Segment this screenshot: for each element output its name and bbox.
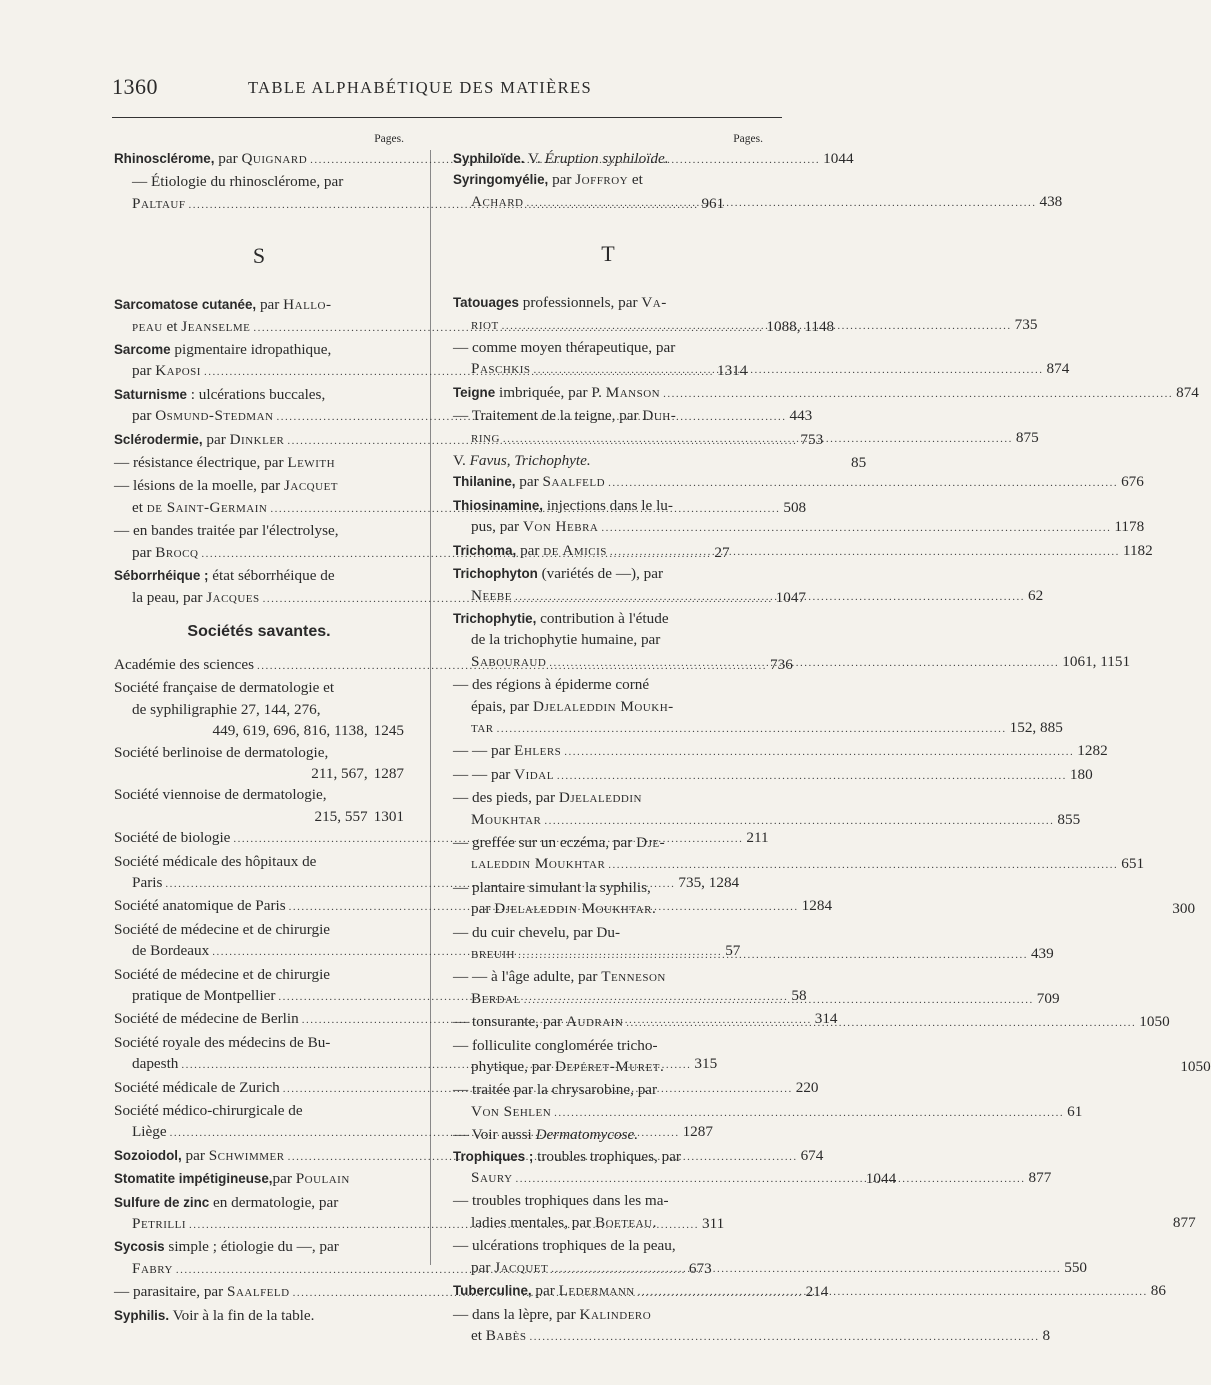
page-ref: 438 xyxy=(1039,192,1063,210)
page-ref: 1050 xyxy=(1139,1013,1170,1031)
society-line: dapesth ..... 315 xyxy=(114,1053,404,1076)
page-ref: 1088, 1148 xyxy=(766,317,835,335)
pages-label: Pages. xyxy=(374,133,404,145)
entry-heading: Tuberculine, xyxy=(453,1283,532,1299)
society-line: Paris ..... 735, 1284 xyxy=(114,872,404,895)
page-ref: 674 xyxy=(800,1146,824,1164)
entry-heading: Sclérodermie, xyxy=(114,431,203,447)
page-ref: 1282 xyxy=(1077,742,1108,760)
index-entry: Sulfure de zinc en dermatologie, par Petrilli ..... 311 xyxy=(114,1192,404,1237)
page-ref: 220 xyxy=(795,1078,819,1096)
section-letter: S xyxy=(252,243,266,269)
entry-heading: Stomatite impétigineuse, xyxy=(114,1171,273,1187)
page-ref: 1284 xyxy=(801,897,833,915)
page-ref: 1050 xyxy=(1180,1058,1211,1076)
entry-heading: Trichoma, xyxy=(453,542,517,558)
society-line: Liège ..... 1287 xyxy=(114,1121,404,1144)
society-line: Société royale des médecins de Bu- xyxy=(114,1033,331,1051)
entry-heading: Syphiloïde. xyxy=(453,151,525,166)
page-ref: 315 xyxy=(694,1055,718,1073)
page-ref: 1287 xyxy=(682,1123,713,1141)
page-ref: 311 xyxy=(702,1215,725,1233)
entry-heading: Séborrhéique ; xyxy=(114,568,209,584)
index-entry: Trichophytie, contribution à l'étude de la trichophytie humaine, par Sabouraud ..... 1061, 1151 — des régions à épiderme corné épais, par Djelaleddin Moukh- tar ..... 152, 885 — — par Ehlers ..... 1282 — — par Vidal ..... 180 — des pieds, par Djelaleddin Moukhtar ..... 855 — greffée sur un eczéma, par Dje- laleddin Moukhtar ..... 651 — plantaire simulant la syphilis, par Djelaleddin Moukhtar. 300 — du cuir chevelu, par Du- breuih ..... 439 — — à l'âge adulte, par Tenneson Berdal ..... 709 — tonsurante, par Audrain ..... 1050 — folliculite conglomérée tricho- phytique, par Depéret-Muret. 1050 — traitée par la chrysarobine, par Von Sehlen ..... 61 — Voir aussi Dermatomycose. xyxy=(453,608,763,1146)
society-line: de Bordeaux ..... 57 xyxy=(114,940,404,963)
page-ref: 1178 xyxy=(1114,518,1145,536)
page-header xyxy=(112,72,782,104)
page-ref: 651 xyxy=(1121,855,1145,873)
society-line: de syphiligraphie 27, 144, 276, xyxy=(132,700,321,718)
entry-heading: Teigne xyxy=(453,384,496,400)
society-line: Société médicale des hôpitaux de xyxy=(114,852,317,870)
page-ref: 211 xyxy=(746,829,769,847)
index-entry: Séborrhéique ; état séborrhéique de la peau, par Jacques ..... 1047 xyxy=(114,565,404,610)
page-ref: 85 xyxy=(851,454,867,472)
page-ref: 550 xyxy=(1064,1258,1088,1276)
index-entry: Syringomyélie, par Joffroy et Achard ..... 438 xyxy=(453,169,763,214)
page-ref: 1314 xyxy=(716,362,748,380)
index-entry: Trichophyton (variétés de —), par Neebe ..... 62 xyxy=(453,563,763,608)
page-ref: 961 xyxy=(701,194,725,212)
page-ref: 300 xyxy=(1172,900,1196,918)
entry-heading: Syringomyélie, xyxy=(453,172,549,188)
page-ref: 753 xyxy=(800,430,824,448)
index-entry: Saturnisme : ulcérations buccales, par Osmund-Stedman ..... 443 xyxy=(114,384,404,429)
index-entry: Trophiques ; troubles trophiques, par Saury ..... 877 — troubles trophiques dans les ma- ladies mentales, par Boeteau. 877 — ulcérations trophiques de la peau, par Jacquet ..... 550 xyxy=(453,1146,763,1280)
entry-heading: Tatouages xyxy=(453,295,519,311)
page-ref: 62 xyxy=(1027,586,1044,604)
page-ref: 875 xyxy=(1015,428,1039,446)
entry-heading: Trichophyton xyxy=(453,566,538,582)
index-entry: Syphilis. Voir à la fin de la table. xyxy=(114,1306,315,1324)
entry-heading: Sarcome xyxy=(114,342,171,358)
index-entry: Teigne imbriquée, par P. Manson ..... 874 — Traitement de la teigne, par Duh- ring ..... 875 V. Favus, Trichophyte. xyxy=(453,382,763,472)
index-entry: Sozoiodol, par Schwimmer ..... 674 xyxy=(114,1145,404,1168)
page-number: 1360 xyxy=(112,74,158,99)
index-entry: Tuberculine, par Ledermann ..... 86 — dans la lèpre, par Kalindero et Babès ..... 8 xyxy=(453,1280,763,1348)
entry-heading: Saturnisme xyxy=(114,386,187,402)
society-line: Société berlinoise de dermatologie, xyxy=(114,743,329,761)
society-line: Société anatomique de Paris ..... 1284 xyxy=(114,895,404,918)
society-line: Société médico-chirurgicale de xyxy=(114,1102,303,1120)
page-ref: 874 xyxy=(1046,360,1070,378)
entry-heading: Thiosinamine, xyxy=(453,497,544,513)
page-ref: 86 xyxy=(1150,1282,1166,1300)
page-ref: 676 xyxy=(1121,473,1144,491)
page-ref: 443 xyxy=(789,407,813,425)
society-line: 211, 567, 1287 xyxy=(114,763,404,784)
society-line: Société de médecine et de chirurgie xyxy=(114,965,331,983)
index-entry: Thilanine, par Saalfeld ..... 676 xyxy=(453,471,763,494)
section-letter: T xyxy=(601,241,615,267)
page-ref: 1245 xyxy=(373,722,404,740)
page-ref: 61 xyxy=(1067,1102,1083,1120)
index-entry: Sarcomatose cutanée, par Hallo- peau et Jeanselme ..... 1088, 1148 xyxy=(114,294,404,339)
society-line: Société française de dermatologie et xyxy=(114,679,335,697)
entry-heading: Sulfure de zinc xyxy=(114,1194,210,1210)
page-ref: 439 xyxy=(1030,945,1054,962)
page-ref: 877 xyxy=(1028,1169,1052,1187)
header-rule xyxy=(112,117,782,118)
page-ref: 735, 1284 xyxy=(678,873,740,891)
entry-heading: Thilanine, xyxy=(453,474,516,490)
page-ref: 1044 xyxy=(823,150,854,167)
entry-heading: Sycosis xyxy=(114,1239,165,1255)
page-ref: 57 xyxy=(725,942,741,960)
page-ref: 214 xyxy=(805,1283,829,1301)
page-ref: 855 xyxy=(1057,810,1081,828)
running-title: TABLE ALPHABÉTIQUE DES MATIÈRES xyxy=(248,78,593,97)
page-ref: 735 xyxy=(1014,315,1038,333)
entry-heading: Syphilis. xyxy=(114,1307,170,1323)
society-line: pratique de Montpellier ..... 58 xyxy=(114,985,404,1008)
page-ref: 673 xyxy=(688,1259,712,1277)
entry-heading: Sarcomatose cutanée, xyxy=(114,297,257,313)
page-ref: 709 xyxy=(1036,989,1060,1007)
page-ref: 1061, 1151 xyxy=(1062,652,1131,670)
index-entry: Sycosis simple ; étiologie du —, par Fabry ..... 673 — parasitaire, par Saalfeld ..... 214 xyxy=(114,1236,404,1304)
index-entry: Stomatite impétigineuse,par Poulain 1044 xyxy=(114,1168,404,1191)
society-line: Société de biologie ..... 211 xyxy=(114,827,404,850)
entry-heading: Trichophytie, xyxy=(453,610,537,626)
index-entry: Sclérodermie, par Dinkler ..... 753 — résistance électrique, par Lewith 85 — lésions de la moelle, par Jacquet et de Saint-Germain ..... 508 — en bandes traitée par l'électrolyse, par Brocq ..... 27 xyxy=(114,429,404,565)
section-title: Sociétés savantes. xyxy=(187,622,331,640)
page-ref: 508 xyxy=(783,498,807,516)
page-ref: 877 xyxy=(1172,1213,1196,1231)
entry-heading: Rhinosclérome, xyxy=(114,151,215,166)
index-entry: Tatouages professionnels, par Va- riot ..... 735 — comme moyen thérapeutique, par Paschkis ..... 874 xyxy=(453,292,763,382)
index-entry: Thiosinamine, injections dans le lu- pus, par Von Hebra ..... 1178 xyxy=(453,495,763,540)
index-entry: Rhinosclérome, par Quignard ..... 1044 — Étiologie du rhinosclérome, par Paltauf ..... 961 xyxy=(114,148,404,216)
page-ref: 8 xyxy=(1042,1326,1051,1344)
page-ref: 874 xyxy=(1176,383,1199,401)
page-ref: 314 xyxy=(814,1010,838,1028)
page-ref: 736 xyxy=(770,655,793,673)
society-line: 449, 619, 696, 816, 1138, 1245 xyxy=(114,720,404,741)
page-ref: 58 xyxy=(791,987,807,1004)
pages-label: Pages. xyxy=(733,133,763,145)
page-ref: 180 xyxy=(1069,765,1093,783)
page-ref: 27 xyxy=(714,543,730,561)
page-ref: 152, 885 xyxy=(1009,718,1063,736)
index-entry: Sarcome pigmentaire idropathique, par Kaposi ..... 1314 xyxy=(114,339,404,384)
society-line: Société médicale de Zurich ..... 220 xyxy=(114,1077,404,1100)
page-ref: 1044 xyxy=(865,1170,897,1188)
page-ref: 1287 xyxy=(373,764,404,782)
index-entry: Syphiloïde. V. Éruption syphiloïde. xyxy=(453,150,669,167)
entry-heading: Trophiques ; xyxy=(453,1148,534,1164)
society-line: 215, 557 1301 xyxy=(114,806,404,827)
page-ref: 1301 xyxy=(373,807,404,825)
society-line: Société de médecine et de chirurgie xyxy=(114,920,331,938)
society-line: Société de médecine de Berlin ..... 314 xyxy=(114,1008,404,1031)
index-entry: Trichoma, par de Amicis ..... 1182 xyxy=(453,540,763,563)
societies-list xyxy=(114,654,838,1145)
page-ref: 1047 xyxy=(775,588,807,606)
entry-heading: Sozoiodol, xyxy=(114,1147,182,1163)
page-ref: 1182 xyxy=(1122,541,1153,559)
society-line: Société viennoise de dermatologie, xyxy=(114,786,327,804)
society-line: Académie des sciences ..... 736 xyxy=(114,654,404,677)
